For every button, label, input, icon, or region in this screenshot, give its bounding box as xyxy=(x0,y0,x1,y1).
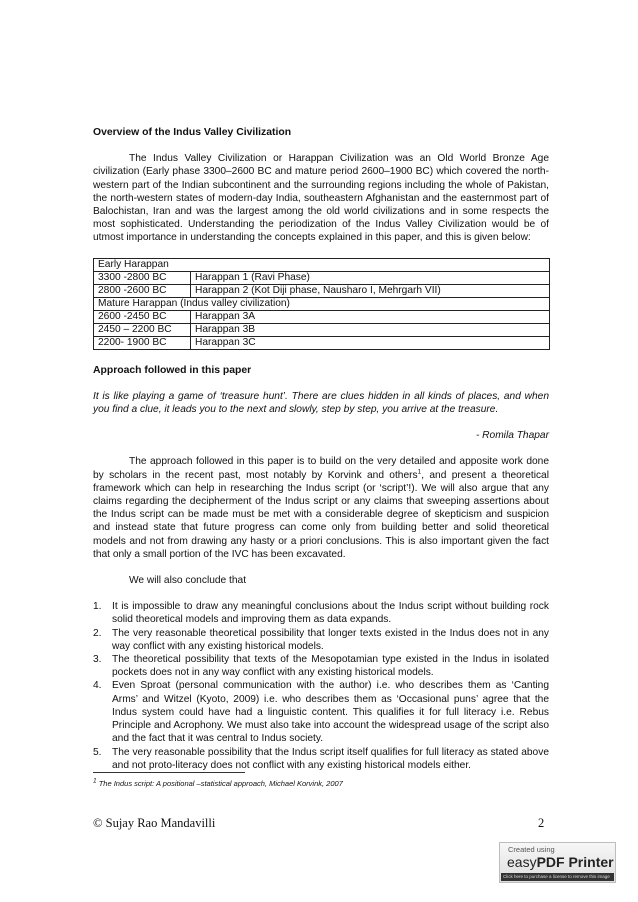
table-group-header: Early Harappan xyxy=(94,258,550,271)
period-phase-cell: Harappan 1 (Ravi Phase) xyxy=(191,271,550,284)
table-row xyxy=(94,284,550,297)
list-item xyxy=(93,746,549,772)
watermark-brand-prefix: easy xyxy=(507,854,537,870)
footnote xyxy=(93,779,343,788)
footnote-number: 1 xyxy=(93,777,97,785)
table-row xyxy=(94,297,550,310)
list-item-text: It is impossible to draw any meaningful conclusions about the Indus script without building rock solid theoretical models and improving them as data expands. xyxy=(112,601,549,626)
table-row xyxy=(94,336,550,349)
watermark-caption: Created using xyxy=(508,845,555,854)
list-item-text: The very reasonable possibility that the Indus script itself qualifies for full literacy as stated above and not proto-literacy does not conflict with any existing historical models either. xyxy=(112,746,549,771)
period-phase-cell: Harappan 3A xyxy=(191,310,550,323)
document-body xyxy=(93,126,549,772)
table-row xyxy=(94,271,550,284)
period-date-cell: 3300 -2800 BC xyxy=(94,271,191,284)
period-phase-cell: Harappan 3B xyxy=(191,323,550,336)
watermark-purchase-link[interactable]: Click here to purchase a license to remove this image xyxy=(501,873,614,881)
table-row xyxy=(94,323,550,336)
list-item-number: 3. xyxy=(93,654,102,666)
list-item-text: The very reasonable theoretical possibility that longer texts existed in the Indus does not in any way conflict with any existing historical models. xyxy=(112,627,549,652)
period-date-cell: 2600 -2450 BC xyxy=(94,310,191,323)
footnote-separator xyxy=(93,772,245,773)
watermark-brand-bold: PDF Printer xyxy=(536,854,614,870)
list-item xyxy=(93,679,549,745)
list-item-number: 2. xyxy=(93,627,102,639)
table-row xyxy=(94,258,550,271)
list-item-number: 5. xyxy=(93,746,102,758)
page-number: 2 xyxy=(538,816,545,830)
list-item-text: Even Sproat (personal communication with the author) i.e. who describes them as ‘Canting Arms’ and Witzel (Kyoto, 2009) i.e. who describes them as ‘Occasional puns’ agree that the Indus system could have had a linguistic content. This qualifies it for full literacy i.e. Rebus Principle and Acrophony. We must also take into account the widespread usage of the script also and the fact that it was central to Indus society. xyxy=(112,680,549,745)
approach-text-part2: , and present a theoretical framework which can help in researching the Indus script (or ‘script’!). We will also argue that any claims regarding the decipherment of the Indus script or any claims that sweeping assertions about the Indus script can be made must be met with a considerable degree of skepticism and suspicion and instead state that future progress can come only from building better and solid theoretical models and not from drawing any hasty or a priori conclusions. This is also important given the fact that only a small portion of the IVC has been excavated. xyxy=(93,469,549,560)
table-row xyxy=(94,310,550,323)
periodization-table xyxy=(93,258,550,350)
epigraph-quote: It is like playing a game of ‘treasure hunt’. There are clues hidden in all kinds of places, and when you find a clue, it leads you to the next and slowly, step by step, you arrive at the treasure. xyxy=(93,390,549,416)
period-phase-cell: Harappan 2 (Kot Diji phase, Nausharo I, Mehrgarh VII) xyxy=(191,284,550,297)
period-date-cell: 2200- 1900 BC xyxy=(94,336,191,349)
period-date-cell: 2450 – 2200 BC xyxy=(94,323,191,336)
list-item xyxy=(93,653,549,679)
table-group-header: Mature Harappan (Indus valley civilization) xyxy=(94,297,550,310)
footnote-text: The Indus script: A positional –statistical approach, Michael Korvink, 2007 xyxy=(98,779,343,788)
period-phase-cell: Harappan 3C xyxy=(191,336,550,349)
watermark-brand xyxy=(507,854,614,870)
list-item-text: The theoretical possibility that texts of the Mesopotamian type existed in the Indus in isolated pockets does not in any way conflict with any existing historical models. xyxy=(112,654,549,679)
list-item xyxy=(93,627,549,653)
section-heading-overview: Overview of the Indus Valley Civilization xyxy=(93,127,292,138)
approach-text-part1: The approach followed in this paper is to build on the very detailed and apposite work done by scholars in the recent past, most notably by Korvink and others xyxy=(93,456,549,481)
period-date-cell: 2800 -2600 BC xyxy=(94,284,191,297)
footer-author: © Sujay Rao Mandavilli xyxy=(93,816,216,830)
epigraph-attribution: - Romila Thapar xyxy=(475,430,549,442)
overview-paragraph: The Indus Valley Civilization or Harappan Civilization was an Old World Bronze Age civilization (Early phase 3300–2600 BC and mature period 2600–1900 BC) which covered the north-western part of the Indian subcontinent and the surrounding regions including the whole of Pakistan, the north-western states of modern-day India, southeastern Afghanistan and the easternmost part of Balochistan, Iran and was the largest among the old world civilizations and in some respects the most sophisticated. Understanding the periodization of the Indus Valley Civilization would be of utmost importance in understanding the concepts explained in this paper, and this is given below: xyxy=(93,153,549,244)
conclusion-lead-in: We will also conclude that xyxy=(129,575,247,587)
list-item xyxy=(93,600,549,626)
list-item-number: 4. xyxy=(93,680,102,692)
approach-paragraph xyxy=(93,455,549,561)
easypdf-watermark-badge[interactable] xyxy=(499,842,616,883)
section-heading-approach: Approach followed in this paper xyxy=(93,364,252,376)
conclusion-list xyxy=(93,600,549,772)
footnote-reference[interactable]: 1 xyxy=(417,468,422,476)
list-item-number: 1. xyxy=(93,601,102,613)
